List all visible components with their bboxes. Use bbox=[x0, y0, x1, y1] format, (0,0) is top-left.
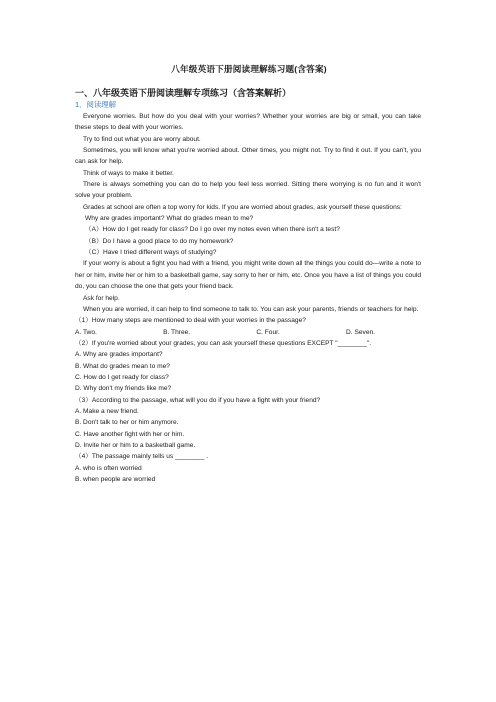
option-a[interactable]: A. who is often worried bbox=[75, 464, 142, 472]
passage-body bbox=[75, 111, 421, 485]
passage-question: （A）How do I get ready for class? Do I go over my notes even when there isn't a test? bbox=[85, 226, 340, 234]
option-b[interactable]: B. Three. bbox=[163, 328, 191, 336]
question-1-options bbox=[75, 327, 375, 338]
passage-question: （B）Do I have a good place to do my homework? bbox=[85, 237, 234, 245]
section-heading: 一、八年级英语下册阅读理解专项练习（含答案解析） bbox=[75, 88, 292, 98]
passage-paragraph: If your worry is about a fight you had with a friend, you might write down all the things you could do—write a note to her or him, invite her or him to a basketball game, say sorry to her or him, etc. Once you have a list of things you could do, you can choose the one that gets your friend back. bbox=[75, 260, 421, 291]
option-c[interactable]: C. Four. bbox=[256, 328, 280, 336]
passage-paragraph: When you are worried, it can help to find someone to talk to. You can ask your parents, friends or teachers for help. bbox=[83, 305, 419, 313]
passage-paragraph: Sometimes, you will know what you're worried about. Other times, you might not. Try to find it out. If you can't, you can ask for help. bbox=[75, 147, 421, 166]
passage-paragraph: There is always something you can do to help you feel less worried. Sitting there worrying is no fun and it won't solve your problem. bbox=[75, 181, 421, 200]
passage-paragraph: Everyone worries. But how do you deal with your worries? Whether your worries are big or small, you can take these steps to deal with your worries. bbox=[75, 113, 421, 132]
passage-step-heading: Try to find out what you are worry about. bbox=[83, 135, 201, 143]
question-4-stem: （4）The passage mainly tells us ________ . bbox=[75, 453, 209, 461]
passage-step-heading: Think of ways to make it better. bbox=[83, 169, 174, 177]
option-a[interactable]: A. Two. bbox=[75, 328, 97, 336]
option-c[interactable]: C. How do I get ready for class? bbox=[75, 373, 169, 381]
passage-paragraph: Grades at school are often a top worry for kids. If you are worried about grades, ask yourself these questions: bbox=[83, 203, 402, 211]
passage-step-heading: Ask for help. bbox=[83, 294, 120, 302]
option-a[interactable]: A. Why are grades important? bbox=[75, 351, 163, 359]
option-a[interactable]: A. Make a new friend. bbox=[75, 407, 139, 415]
passage-question: （C）Have I tried different ways of studying? bbox=[85, 249, 217, 257]
question-heading: 1．阅读理解 bbox=[75, 100, 117, 109]
question-3-stem: （3）According to the passage, what will you do if you have a fight with your friend? bbox=[75, 396, 321, 404]
option-b[interactable]: B. What do grades mean to me? bbox=[75, 362, 170, 370]
option-b[interactable]: B. when people are worried bbox=[75, 476, 156, 483]
option-c[interactable]: C. Have another fight with her or him. bbox=[75, 430, 185, 438]
question-2-stem: （2）If you're worried about your grades, you can ask yourself these questions EXCEPT "________". bbox=[75, 339, 372, 347]
option-d[interactable]: D. Seven. bbox=[346, 328, 375, 336]
option-d[interactable]: D. Invite her or him to a basketball game. bbox=[75, 441, 196, 449]
option-d[interactable]: D. Why don't my friends like me? bbox=[75, 385, 172, 393]
passage-question: Why are grades important? What do grades mean to me? bbox=[85, 215, 254, 223]
document-title: 八年级英语下册阅读理解练习题(含答案) bbox=[171, 64, 327, 74]
option-b[interactable]: B. Don't talk to her or him anymore. bbox=[75, 419, 179, 427]
question-1-stem: （1）How many steps are mentioned to deal with your worries in the passage? bbox=[75, 317, 306, 325]
